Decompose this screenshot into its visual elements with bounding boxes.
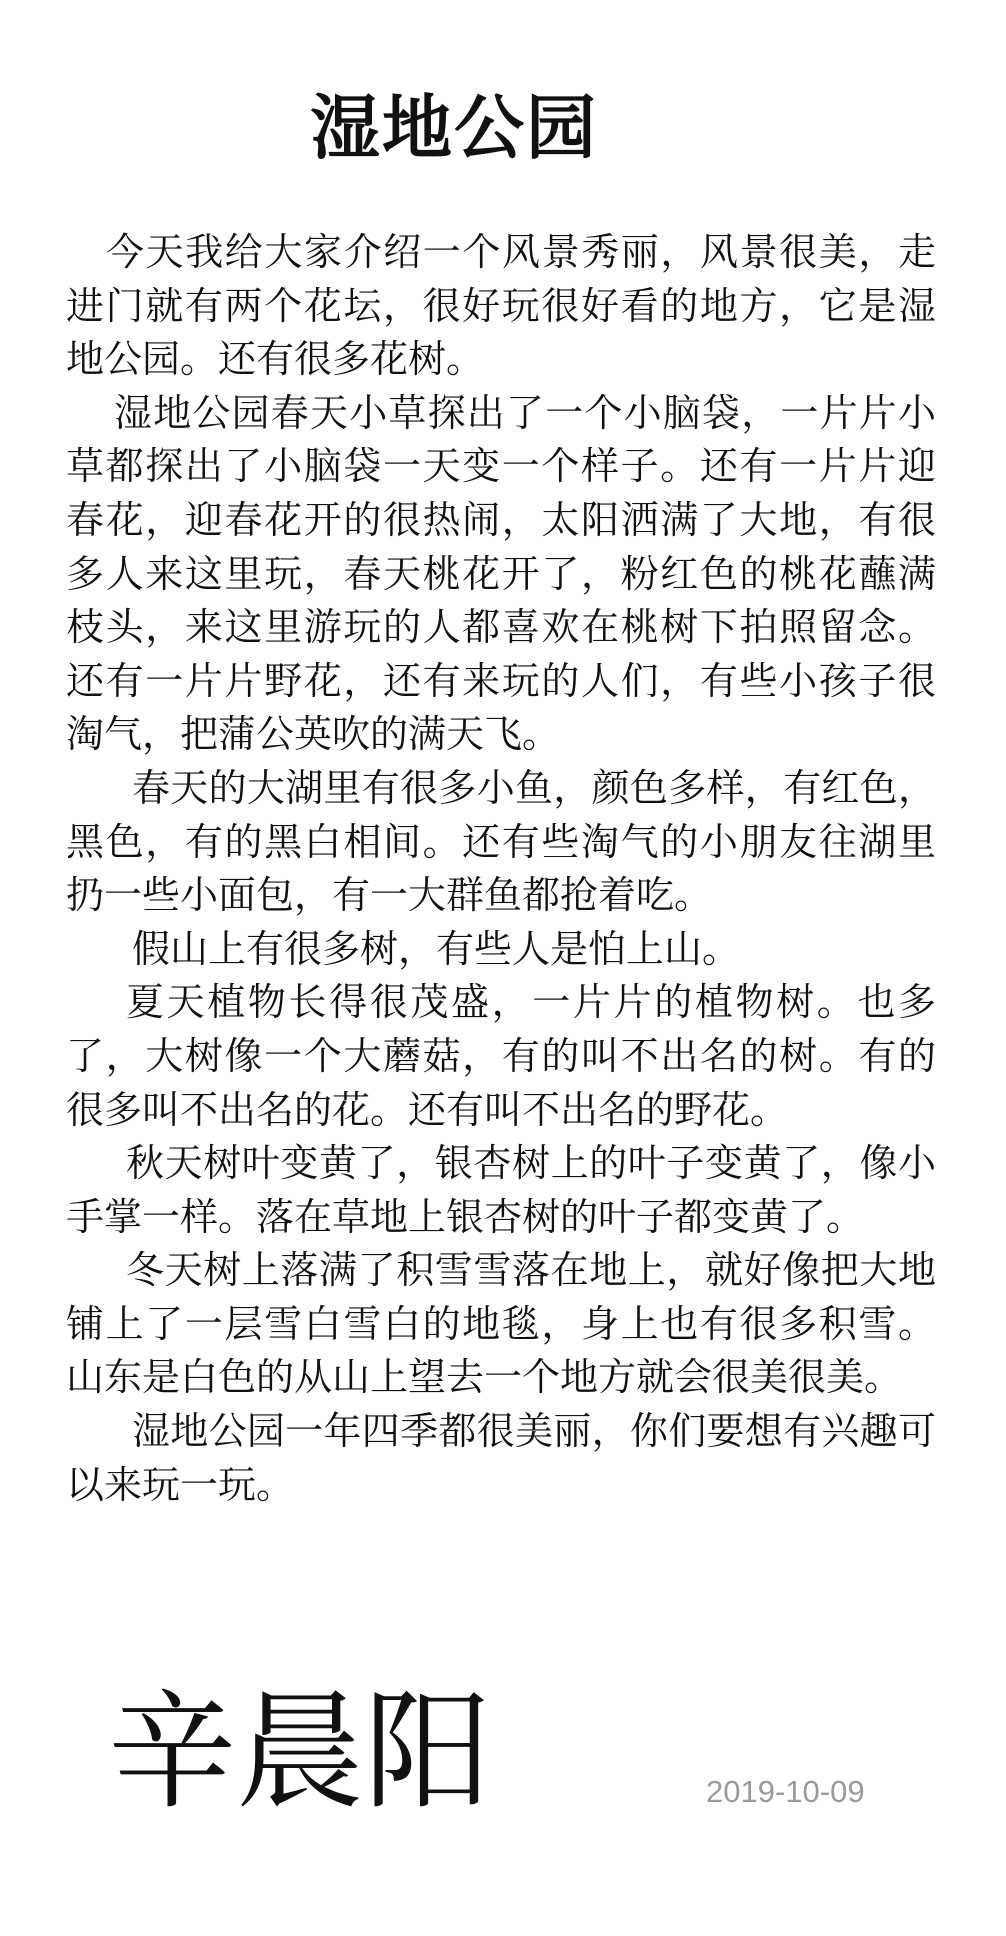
paragraph-rockery: 假山上有很多树，有些人是怕上山。 [132,926,741,971]
paragraph-summer: 夏天植物长得很茂盛，一片片的植物树。也多了，大树像一个大蘑菇，有的叫不出名的树。有的很多叫不出名的花。还有叫不出名的野花。 [66,980,936,1132]
paragraph-spring-grass: 湿地公园春天小草探出了一个小脑袋，一片片小草都探出了小脑袋一天变一个样子。还有一片片迎春花，迎春花开的很热闹，太阳洒满了大地，有很多人来这里玩，春天桃花开了，粉红色的桃花蘸满枝头，来这里游玩的人都喜欢在桃树下拍照留念。还有一片片野花，还有来玩的人们，有些小孩子很淘气，把蒲公英吹的满天飞。 [66,390,936,757]
document-date: 2019-10-09 [706,1774,865,1809]
paragraph-intro: 今天我给大家介绍一个风景秀丽，风景很美，走进门就有两个花坛，很好玩很好看的地方，它是湿地公园。还有很多花树。 [66,230,936,382]
paragraph-spring-lake: 春天的大湖里有很多小鱼，颜色多样，有红色，黑色，有的黑白相间。还有些淘气的小朋友往湖里扔一些小面包，有一大群鱼都抢着吃。 [66,765,936,918]
author-signature: 辛晨阳 [108,1678,493,1827]
document-body [66,226,936,1512]
paragraph-conclusion: 湿地公园一年四季都很美丽，你们要想有兴趣可以来玩一玩。 [66,1409,936,1507]
paragraph-winter: 冬天树上落满了积雪雪落在地上，就好像把大地铺上了一层雪白雪白的地毯，身上也有很多积雪。山东是白色的从山上望去一个地方就会很美很美。 [66,1248,936,1400]
paragraph-autumn: 秋天树叶变黄了，银杏树上的叶子变黄了，像小手掌一样。落在草地上银杏树的叶子都变黄了。 [66,1141,936,1239]
document-title: 湿地公园 [310,87,598,169]
